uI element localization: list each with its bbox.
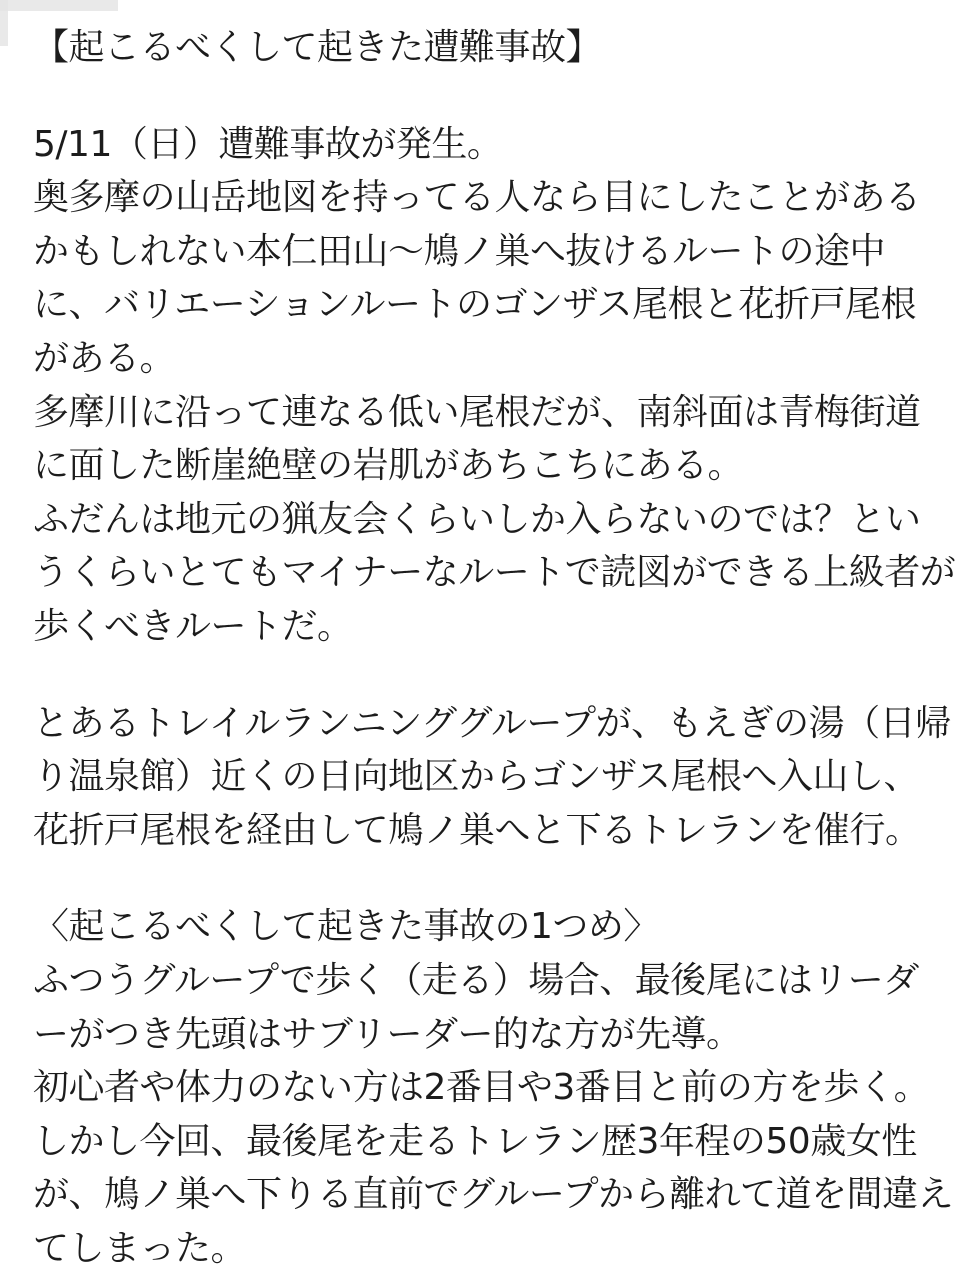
text-line: ふだんは地元の猟友会くらいしか入らないのでは？とい <box>33 498 921 540</box>
blank-line <box>33 857 929 900</box>
text-line: 多摩川に沿って連なる低い尾根だが、南斜面は青梅街道 <box>33 391 921 433</box>
text-line: が、鳩ノ巣へ下りる直前でグループから離れて道を間違え <box>33 1174 954 1216</box>
text-line: に面した断崖絶壁の岩肌があちこちにある。 <box>33 445 744 487</box>
text-line: かもしれない本仁田山～鳩ノ巣へ抜けるルートの途中 <box>33 230 886 272</box>
text-line: しかし今回、最後尾を走るトレラン歴3年程の50歳女性 <box>33 1120 917 1162</box>
text-line: 花折戸尾根を経由して鳩ノ巣へと下るトレランを催行。 <box>33 809 921 851</box>
section-heading: 〈起こるべくして起きた事故の1つめ〉 <box>33 906 659 948</box>
text-line: とあるトレイルランニンググループが、もえぎの湯（日帰 <box>33 702 951 744</box>
blank-line <box>33 654 929 697</box>
text-line: ーがつき先頭はサブリーダー的な方が先導。 <box>33 1013 742 1055</box>
text-line: 奥多摩の山岳地図を持ってる人なら目にしたことがある <box>33 177 921 219</box>
text-line: 5/11（日）遭難事故が発生。 <box>33 123 503 165</box>
text-line: り温泉館）近くの日向地区からゴンザス尾根へ入山し、 <box>33 756 920 798</box>
text-line: うくらいとてもマイナーなルートで読図ができる上級者が <box>33 552 956 594</box>
blank-line <box>33 75 929 118</box>
text-line: 初心者や体力のない方は2番目や3番目と前の方を歩く。 <box>33 1067 930 1109</box>
text-line: ふつうグループで歩く（走る）場合、最後尾にはリーダ <box>33 959 919 1001</box>
text-line: に、バリエーションルートのゴンザス尾根と花折戸尾根 <box>33 284 917 326</box>
document-title: 【起こるべくして起きた遭難事故】 <box>33 27 602 68</box>
text-line: てしまった。 <box>33 1227 247 1269</box>
text-line: 歩くべきルートだ。 <box>33 605 353 647</box>
text-line: がある。 <box>33 337 176 379</box>
